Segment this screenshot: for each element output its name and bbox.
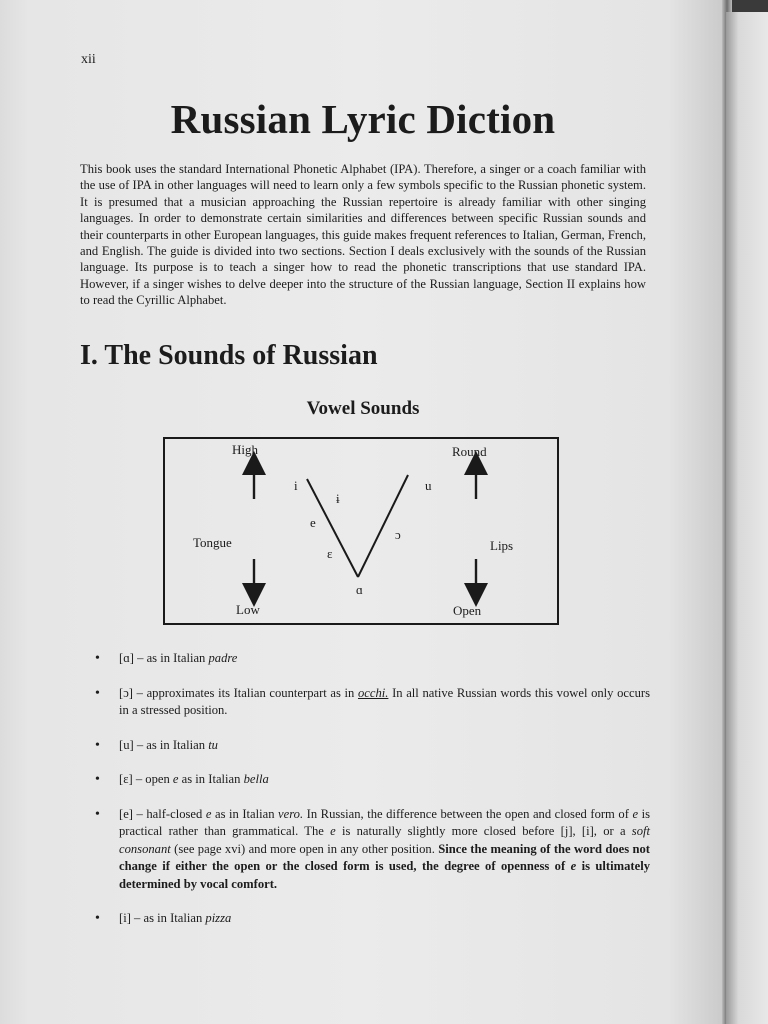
vowel-e: e	[310, 515, 316, 530]
vowel-u: u	[425, 478, 432, 493]
vowel-rules-list	[95, 650, 650, 945]
list-item: • [ɔ] – approximates its Italian counterpart as in occhi. In all native Russian words this vowel only occurs in a stressed position.	[95, 685, 650, 720]
section-heading: I. The Sounds of Russian	[80, 340, 378, 371]
page-title: Russian Lyric Diction	[170, 96, 556, 142]
back-vowel-line	[358, 475, 408, 577]
list-item: • [e] – half-closed e as in Italian vero. In Russian, the difference between the open and closed form of e is practical rather than grammatical. The e is naturally slightly more closed before [j], [i], or a soft consonant (see page xvi) and more open in any other position. Since the meaning of the word does not change if either the open or the closed form is used, the degree of openness of e is ultimately determined by vocal comfort.	[95, 806, 650, 894]
vowel-a: ɑ	[356, 582, 363, 597]
vowel-chart	[163, 437, 559, 625]
intro-paragraph: This book uses the standard International Phonetic Alphabet (IPA). Therefore, a singer or a coach familiar with the use of IPA in other languages will need to learn only a few symbols specific to the Russian phonetic system. It is presumed that a musician approaching the Russian repertoire is already familiar with other singing languages. In order to demonstrate certain similarities and differences between specific Russian sounds and their counterparts in other European languages, this guide makes frequent references to Italian, German, French, and English. The guide is divided into two sections. Section I deals exclusively with the sounds of the Russian language. Its purpose is to teach a singer how to read the phonetic transcriptions that use standard IPA. However, if a singer wishes to delve deeper into the structure of the Russian language, Section II explains how to read the Cyrillic Alphabet.	[80, 162, 646, 308]
open-label: Open	[453, 603, 482, 618]
page-number: xii	[81, 52, 96, 67]
vowel-open-o: ɔ	[395, 527, 401, 542]
tongue-label: Tongue	[193, 535, 232, 550]
vowel-open-e: ɛ	[327, 546, 333, 561]
list-item: • [ɑ] – as in Italian padre	[95, 650, 650, 668]
high-label: High	[232, 442, 258, 457]
vowel-barred-i: ɨ	[336, 491, 340, 506]
lips-label: Lips	[490, 538, 514, 553]
list-item: • [ɛ] – open e as in Italian bella	[95, 771, 650, 789]
vowel-i: i	[294, 478, 298, 493]
facing-page-edge	[726, 12, 768, 1024]
round-label: Round	[452, 444, 487, 459]
list-item: • [i] – as in Italian pizza	[95, 910, 650, 928]
list-item: • [u] – as in Italian tu	[95, 737, 650, 755]
low-label: Low	[236, 602, 260, 617]
vowel-chart-title: Vowel Sounds	[306, 398, 420, 419]
